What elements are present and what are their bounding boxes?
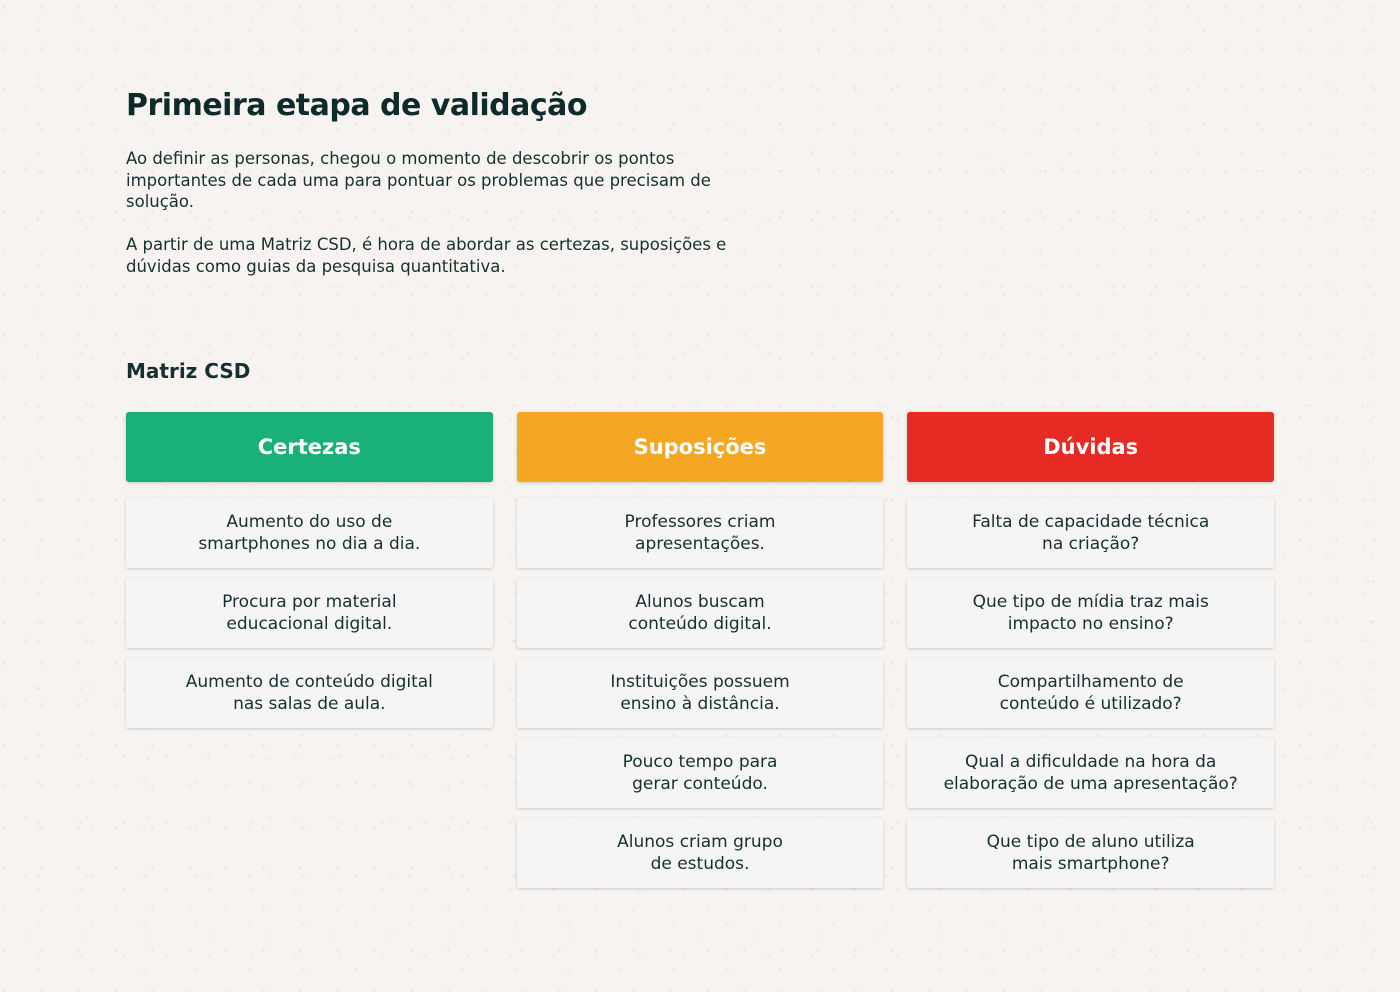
- card: Procura por material educacional digital.: [126, 578, 493, 648]
- card: Que tipo de mídia traz mais impacto no ensino?: [907, 578, 1274, 648]
- column-header-suposicoes: Suposições: [517, 412, 884, 482]
- csd-matrix: [126, 412, 1274, 898]
- card: Aumento do uso de smartphones no dia a dia.: [126, 498, 493, 568]
- column-header-duvidas: Dúvidas: [907, 412, 1274, 482]
- card: Professores criam apresentações.: [517, 498, 884, 568]
- card: Pouco tempo para gerar conteúdo.: [517, 738, 884, 808]
- card: Alunos buscam conteúdo digital.: [517, 578, 884, 648]
- column-header-certezas: Certezas: [126, 412, 493, 482]
- card: Compartilhamento de conteúdo é utilizado?: [907, 658, 1274, 728]
- column-duvidas: [907, 412, 1274, 898]
- intro-paragraph-2: A partir de uma Matriz CSD, é hora de abordar as certezas, suposições e dúvidas como guias da pesquisa quantitativa.: [126, 235, 727, 276]
- card: Que tipo de aluno utiliza mais smartphone?: [907, 818, 1274, 888]
- intro-paragraph-1: Ao definir as personas, chegou o momento de descobrir os pontos importantes de cada uma para pontuar os problemas que precisam de solução.: [126, 149, 711, 211]
- card: Qual a dificuldade na hora da elaboração de uma apresentação?: [907, 738, 1274, 808]
- column-suposicoes: [517, 412, 884, 898]
- column-certezas: [126, 412, 493, 898]
- card: Alunos criam grupo de estudos.: [517, 818, 884, 888]
- intro-text: [126, 148, 766, 277]
- card: Instituições possuem ensino à distância.: [517, 658, 884, 728]
- card: Falta de capacidade técnica na criação?: [907, 498, 1274, 568]
- card: Aumento de conteúdo digital nas salas de aula.: [126, 658, 493, 728]
- section-title: Matriz CSD: [126, 359, 251, 383]
- page-title: Primeira etapa de validação: [126, 88, 588, 123]
